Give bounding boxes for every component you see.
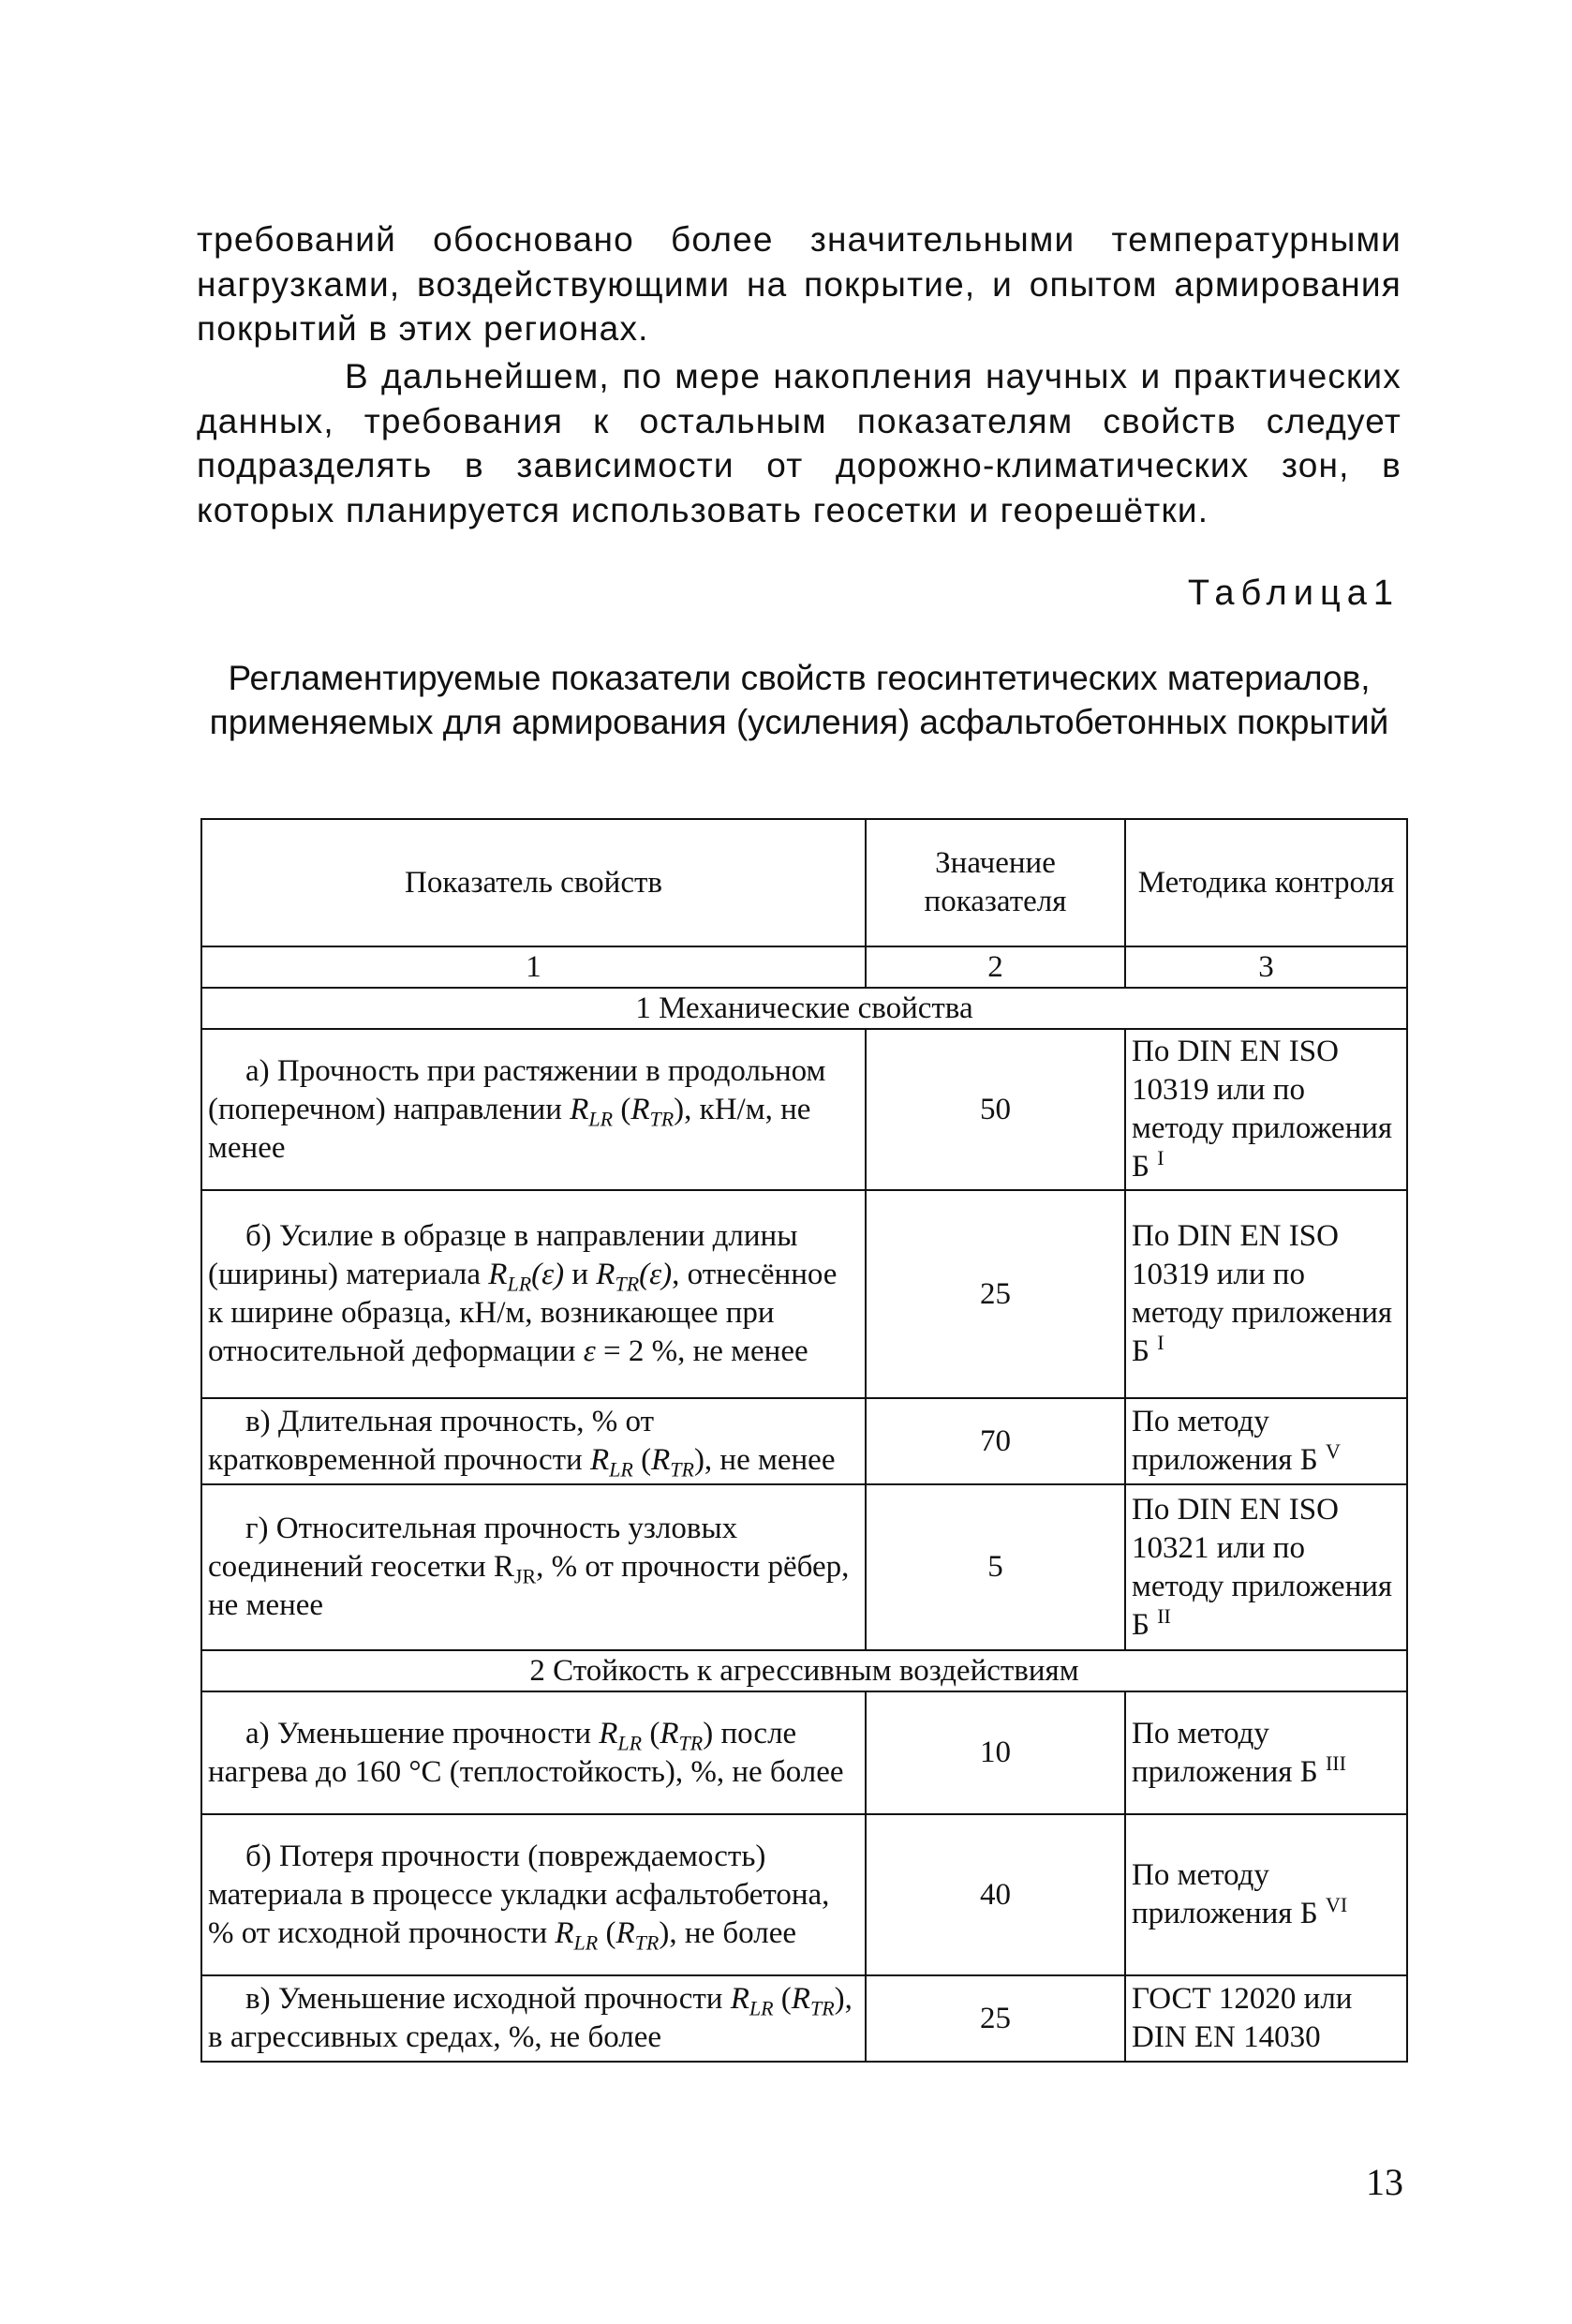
properties-table [200, 818, 1408, 2063]
section-aggressive: 2 Стойкость к агрессивным воздействиям [201, 1650, 1407, 1691]
value-cell: 5 [866, 1484, 1125, 1650]
column-number: 3 [1125, 946, 1407, 988]
column-numbers-row [201, 946, 1407, 988]
section-row [201, 1650, 1407, 1691]
value-cell: 10 [866, 1691, 1125, 1814]
column-number: 2 [866, 946, 1125, 988]
table-header-row [201, 819, 1407, 946]
property-cell: в) Длительная прочность, % от кратковременной прочности $R_{LR}$ $(R_{TR})$, не менее [201, 1398, 866, 1484]
intro-paragraph-1: требований обосновано более значительными температурными нагрузками, воздействующими на покрытие, и опытом армирования покрытий в этих регионах. [197, 220, 1401, 348]
page-number: 13 [1366, 2161, 1403, 2203]
method-cell: По методу приложения Б $^V$ [1125, 1398, 1407, 1484]
method-cell: По DIN EN ISO 10319 или по методу приложения Б $^I$ [1125, 1190, 1407, 1398]
table-row [201, 1029, 1407, 1190]
value-cell: 70 [866, 1398, 1125, 1484]
property-cell: б) Потеря прочности (повреждаемость) материала в процессе укладки асфальтобетона, % от исходной прочности $R_{LR}$ $(R_{TR})$, не более [201, 1814, 866, 1975]
method-cell: По DIN EN ISO 10321 или по методу приложения Б $^{II}$ [1125, 1484, 1407, 1650]
method-cell: По методу приложения Б $^{VI}$ [1125, 1814, 1407, 1975]
table-label: Таблица1 [1187, 574, 1400, 613]
method-cell: По методу приложения Б $^{III}$ [1125, 1691, 1407, 1814]
value-cell: 50 [866, 1029, 1125, 1190]
value-cell: 25 [866, 1190, 1125, 1398]
property-cell: б) Усилие в образце в направлении длины (ширины) материала $R_{LR}(\varepsilon)$ и $R_{TR}(\varepsilon)$, отнесённое к ширине образца, кН/м, возникающее при относительной деформации ε = 2 %, не менее [201, 1190, 866, 1398]
method-cell: По DIN EN ISO 10319 или по методу приложения Б $^I$ [1125, 1029, 1407, 1190]
intro-paragraph-2: В дальнейшем, по мере накопления научных и практических данных, требования к остальным показателям свойств следует подразделять в зависимости от дорожно-климатических зон, в которых планируется использовать геосетки и георешётки. [197, 357, 1401, 529]
value-cell: 25 [866, 1975, 1125, 2062]
value-cell: 40 [866, 1814, 1125, 1975]
header-method: Методика контроля [1125, 819, 1407, 946]
header-value: Значение показателя [866, 819, 1125, 946]
table-row [201, 1814, 1407, 1975]
table-title: Регламентируемые показатели свойств геосинтетических материалов, применяемых для армирования (усиления) асфальтобетонных покрытий [209, 659, 1389, 741]
section-row [201, 988, 1407, 1029]
table-row [201, 1190, 1407, 1398]
column-number: 1 [201, 946, 866, 988]
table-row [201, 1398, 1407, 1484]
table-row [201, 1484, 1407, 1650]
property-cell: в) Уменьшение исходной прочности $R_{LR}$ $(R_{TR})$, в агрессивных средах, %, не более [201, 1975, 866, 2062]
property-cell: а) Прочность при растяжении в продольном (поперечном) направлении $R_{LR}$ $(R_{TR})$, кН/м, не менее [201, 1029, 866, 1190]
property-cell: а) Уменьшение прочности $R_{LR}$ $(R_{TR})$ после нагрева до 160 °С (теплостойкость), %, не более [201, 1691, 866, 1814]
property-cell: г) Относительная прочность узловых соединений геосетки $R_{JR}$, % от прочности рёбер, не менее [201, 1484, 866, 1650]
section-mechanical: 1 Механические свойства [201, 988, 1407, 1029]
header-property: Показатель свойств [201, 819, 866, 946]
table-row [201, 1975, 1407, 2062]
method-cell: ГОСТ 12020 или DIN EN 14030 [1125, 1975, 1407, 2062]
table-row [201, 1691, 1407, 1814]
